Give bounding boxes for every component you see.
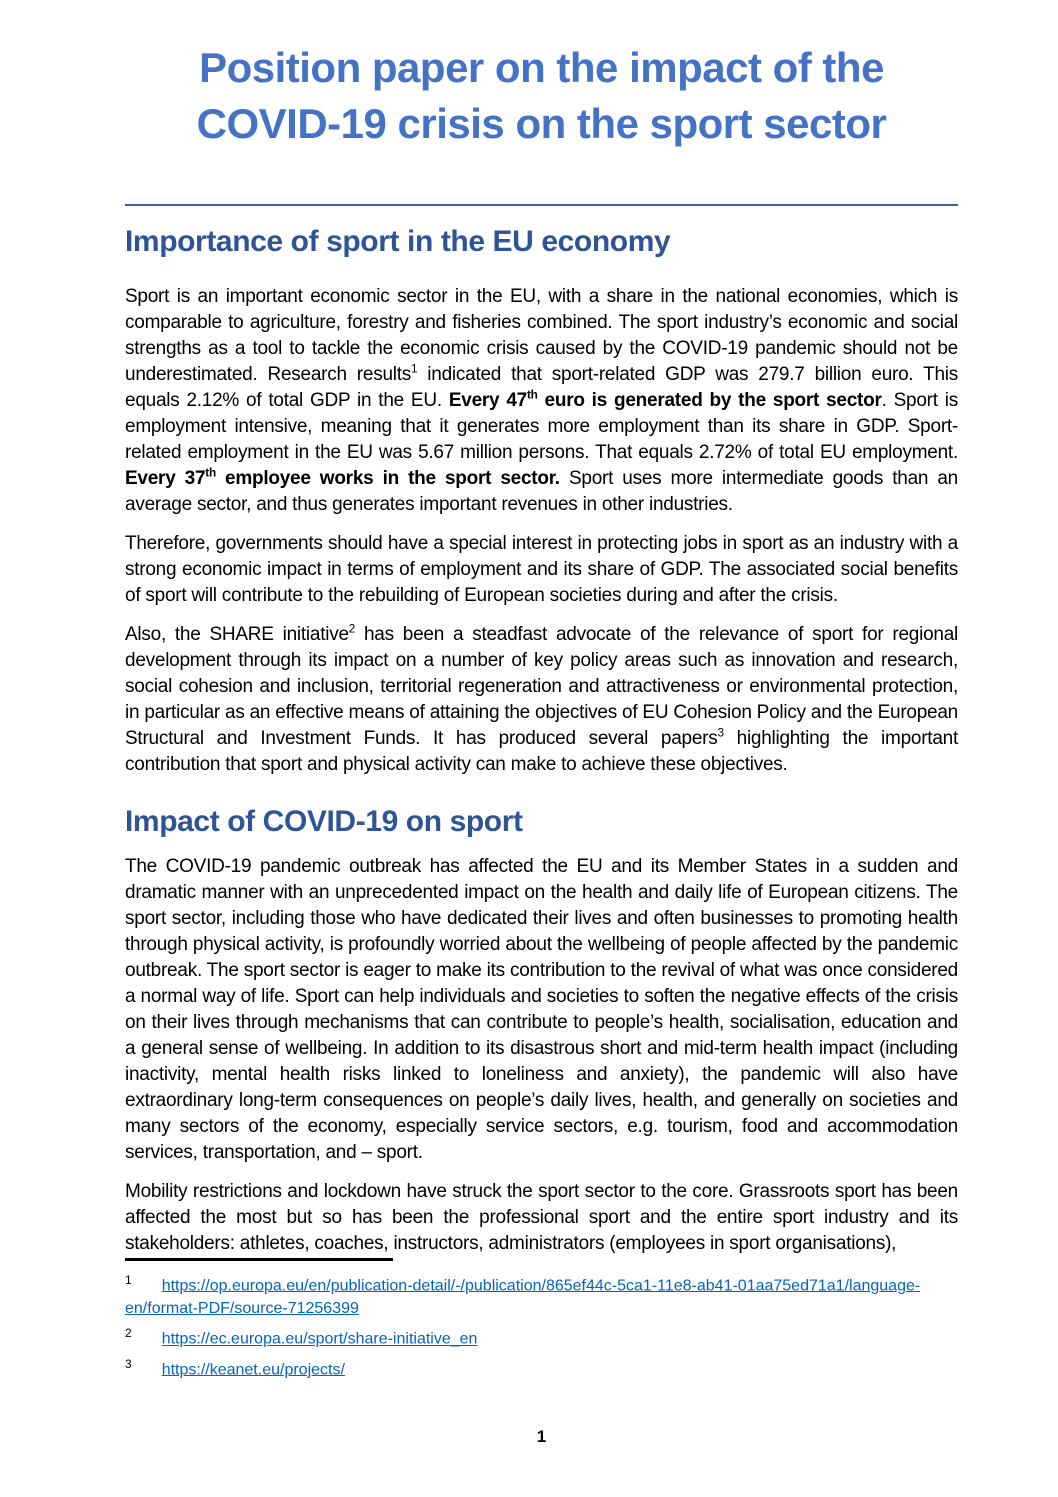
footnote-number: 1: [125, 1273, 132, 1288]
footnote-3: [125, 1353, 958, 1381]
footnote-link[interactable]: https://op.europa.eu/en/publication-detail/-/publication/865ef44c-5ca1-11e8-ab41-01aa75ed71a1/language-en/format-PDF/source-71256399: [125, 1277, 921, 1318]
footnote-number: 2: [125, 1326, 132, 1341]
paragraph: Therefore, governments should have a special interest in protecting jobs in sport as an industry with a strong economic impact in terms of employment and its share of GDP. The associated social benefits of sport will contribute to the rebuilding of European societies during and after the crisis.: [125, 532, 958, 606]
paragraph: Sport is an important economic sector in the EU, with a share in the national economies, which is comparable to agriculture, forestry and fisheries combined. The sport industry’s economic and social strengths as a tool to tackle the economic crisis caused by the COVID-19 pandemic should not be underestimated. Research results$^1$ indicated that sport-related GDP was 279.7 billion euro. This equals 2.12% of total GDP in the EU. Every 47th euro is generated by the sport sector. Sport is employment intensive, meaning that it generates more employment than its share in GDP. Sport-related employment in the EU was 5.67 million persons. That equals 2.72% of total EU employment. Every 37th employee works in the sport sector. Sport uses more intermediate goods than an average sector, and thus generates important revenues in other industries.: [125, 285, 958, 515]
footnote-1: [125, 1269, 958, 1320]
footnote-2: [125, 1322, 958, 1350]
section-heading-impact: Impact of COVID-19 on sport: [125, 804, 523, 838]
footnote-area: [125, 1258, 958, 1497]
document-title: [125, 40, 958, 152]
page-number: 1: [536, 1427, 547, 1446]
footnote-link[interactable]: https://keanet.eu/projects/: [161, 1361, 345, 1378]
footnote-number: 3: [125, 1356, 132, 1371]
paragraph: Mobility restrictions and lockdown have struck the sport sector to the core. Grassroots sport has been affected the most but so has been the professional sport and the entire sport industry and its stakeholders: athletes, coaches, instructors, administrators (employees in sport organisations),: [125, 1180, 958, 1254]
document-title-line-1: Position paper on the impact of the: [199, 44, 884, 91]
section-heading-importance: Importance of sport in the EU economy: [125, 224, 671, 258]
document-title-line-2: COVID-19 crisis on the sport sector: [196, 99, 887, 147]
paragraph: Also, the SHARE initiative$^2$ has been a steadfast advocate of the relevance of sport for regional development through its impact on a number of key policy areas such as innovation and research, social cohesion and inclusion, territorial regeneration and attractiveness or environmental protection, in particular as an effective means of attaining the objectives of EU Cohesion Policy and the European Structural and Investment Funds. It has produced several papers$^3$ highlighting the important contribution that sport and physical activity can make to achieve these objectives.: [125, 622, 958, 775]
footnote-separator: [125, 1258, 393, 1261]
title-divider-rule: [125, 204, 958, 206]
footnote-link[interactable]: https://ec.europa.eu/sport/share-initiative_en: [161, 1330, 478, 1348]
paragraph: The COVID-19 pandemic outbreak has affected the EU and its Member States in a sudden and dramatic manner with an unprecedented impact on the health and daily life of European citizens. The sport sector, including those who have dedicated their lives and often businesses to promoting health through physical activity, is profoundly worried about the wellbeing of people affected by the pandemic outbreak. The sport sector is eager to make its contribution to the revival of what was once considered a normal way of life. Sport can help individuals and societies to soften the negative effects of the crisis on their lives through mechanisms that can contribute to people’s health, socialisation, education and a general sense of wellbeing. In addition to its disastrous short and mid-term health impact (including inactivity, mental health risks linked to loneliness and anxiety), the pandemic will also have extraordinary long-term consequences on people’s daily lives, health, and generally on societies and many sectors of the economy, especially service sectors, e.g. tourism, food and accommodation services, transportation, and – sport.: [125, 855, 958, 1163]
